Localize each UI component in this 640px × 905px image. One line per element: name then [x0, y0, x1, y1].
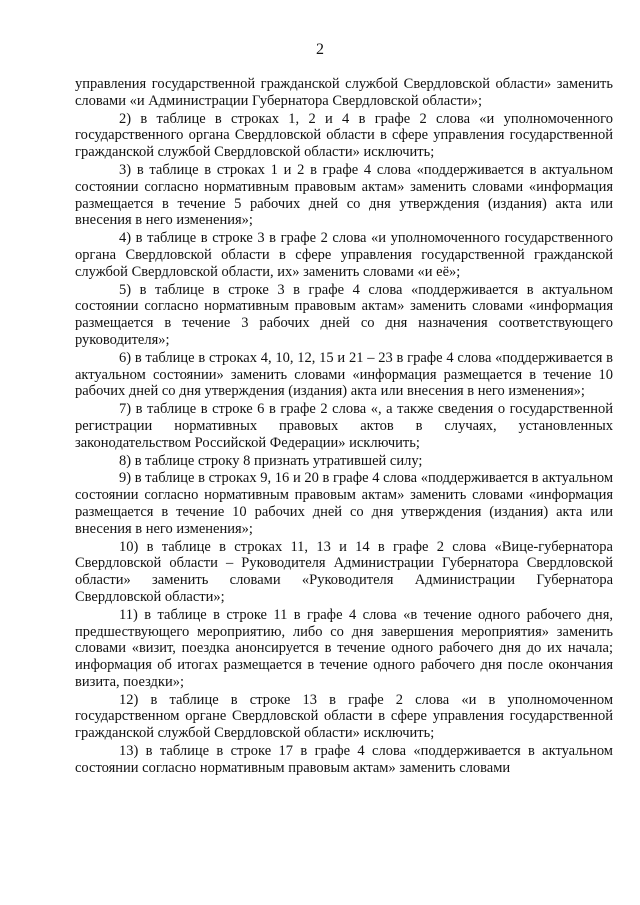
- paragraph-item-11: 11) в таблице в строке 11 в графе 4 слова «в течение одного рабочего дня, предшествующего мероприятию, либо со дня завершения мероприятия» заменить словами «визит, поездка анонсируется в течение одного рабочего дня до их начала; информация об итогах размещается в течение одного рабочего дня после окончания визита, поездки»;: [75, 606, 613, 690]
- paragraph-item-13: 13) в таблице в строке 17 в графе 4 слова «поддерживается в актуальном состоянии согласно нормативным правовым актам» заменить словами: [75, 743, 613, 776]
- paragraph-item-8: 8) в таблице строку 8 признать утратившей силу;: [119, 452, 423, 469]
- page-number: 2: [316, 41, 324, 58]
- paragraph-item-6: 6) в таблице в строках 4, 10, 12, 15 и 21 – 23 в графе 4 слова «поддерживается в актуальном состоянии» заменить словами «информация размещается в течение 10 рабочих дней со дня утверждения (издания) акта или внесения в него изменения»;: [75, 349, 613, 400]
- paragraph-item-3: 3) в таблице в строках 1 и 2 в графе 4 слова «поддерживается в актуальном состоянии согласно нормативным правовым актам» заменить словами «информация размещается в течение 5 рабочих дней со дня утверждения (издания) акта или внесения в него изменения»;: [75, 161, 613, 229]
- paragraph-item-2: 2) в таблице в строках 1, 2 и 4 в графе 2 слова «и уполномоченного государственного органа Свердловской области в сфере управления государственной гражданской службой Свердловской области» исключить;: [75, 110, 613, 161]
- document-body: [75, 76, 613, 778]
- paragraph-item-12: 12) в таблице в строке 13 в графе 2 слова «и в уполномоченном государственном органе Свердловской области в сфере управления государственной гражданской службой Свердловской области» исключить;: [75, 691, 613, 742]
- paragraph-item-9: 9) в таблице в строках 9, 16 и 20 в графе 4 слова «поддерживается в актуальном состоянии согласно нормативным правовым актам» заменить словами «информация размещается в течение 10 рабочих дней со дня утверждения (издания) акта или внесения в него изменения»;: [75, 470, 613, 537]
- paragraph-item-4: 4) в таблице в строке 3 в графе 2 слова «и уполномоченного государственного органа Свердловской области в сфере управления государственной гражданской службой Свердловской области, их» заменить словами «и её»;: [75, 230, 613, 280]
- paragraph-item-7: 7) в таблице в строке 6 в графе 2 слова «, а также сведения о государственной регистрации нормативных правовых актов в случаях, установленных законодательством Российской Федерации» исключить;: [75, 401, 613, 451]
- paragraph-item-5: 5) в таблице в строке 3 в графе 4 слова «поддерживается в актуальном состоянии согласно нормативным правовым актам» заменить словами «информация размещается в течение 3 рабочих дней со дня назначения соответствующего руководителя»;: [75, 281, 613, 348]
- paragraph-continuation: управления государственной гражданской службой Свердловской области» заменить словами «и Администрации Губернатора Свердловской области»;: [75, 76, 613, 109]
- paragraph-item-10: 10) в таблице в строках 11, 13 и 14 в графе 2 слова «Вице-губернатора Свердловской области – Руководителя Администрации Губернатора Свердловской области» заменить словами «Руководителя Администрации Губернатора Свердловской области»;: [75, 538, 613, 605]
